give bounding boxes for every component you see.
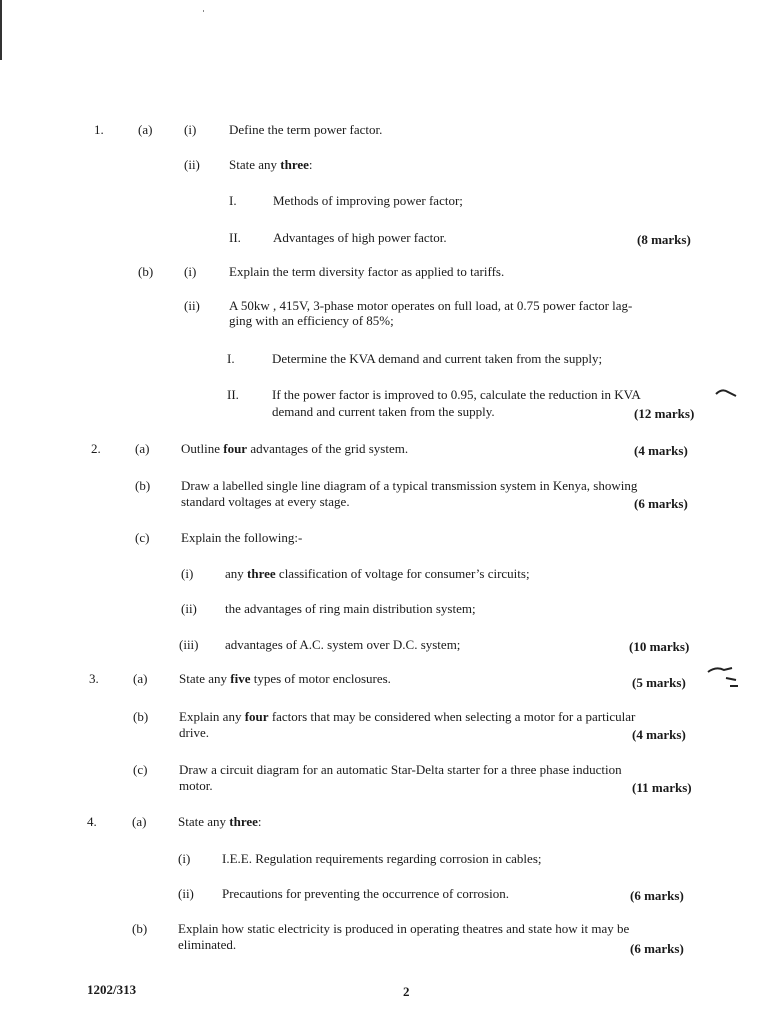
item-label: I. — [227, 351, 235, 366]
question-number: 1. — [94, 122, 104, 137]
marks-label: (8 marks) — [637, 232, 691, 247]
question-text: Explain the term diversity factor as applied to tariffs. — [229, 264, 505, 279]
marks-label: (11 marks) — [632, 780, 692, 795]
part-label: (b) — [133, 709, 149, 724]
marks-label: (4 marks) — [632, 727, 686, 742]
part-label: (c) — [133, 762, 148, 777]
subpart-label: (i) — [178, 851, 191, 866]
scan-speck — [203, 10, 204, 12]
subpart-label: (ii) — [184, 298, 200, 313]
question-text: Define the term power factor. — [229, 122, 383, 137]
marks-label: (4 marks) — [634, 443, 688, 458]
question-number: 2. — [91, 441, 101, 456]
question-text: State any five types of motor enclosures. — [179, 671, 391, 686]
paper-code: 1202/313 — [87, 982, 137, 997]
question-text: Methods of improving power factor; — [273, 193, 463, 208]
question-text: Advantages of high power factor. — [273, 230, 447, 245]
subpart-label: (ii) — [181, 601, 197, 616]
question-text: Precautions for preventing the occurrence of corrosion. — [222, 886, 509, 901]
subpart-label: (i) — [184, 122, 197, 137]
question-number: 3. — [89, 671, 99, 686]
item-label: II. — [227, 387, 239, 402]
subpart-label: (iii) — [179, 637, 199, 652]
question-text: Explain any four factors that may be considered when selecting a motor for a particular — [179, 709, 636, 724]
subpart-label: (i) — [184, 264, 197, 279]
question-text: Outline four advantages of the grid system. — [181, 441, 409, 456]
question-text: motor. — [179, 778, 213, 793]
question-text: A 50kw , 415V, 3-phase motor operates on full load, at 0.75 power factor lag- — [229, 298, 633, 313]
pen-mark — [714, 386, 740, 400]
question-text: eliminated. — [178, 937, 237, 952]
scan-edge-line — [0, 0, 2, 60]
question-text: Explain how static electricity is produced in operating theatres and state how it may be — [178, 921, 630, 936]
question-text: the advantages of ring main distribution system; — [225, 601, 476, 616]
part-label: (a) — [132, 814, 147, 829]
marks-label: (6 marks) — [630, 941, 684, 956]
part-label: (b) — [135, 478, 151, 493]
subpart-label: (i) — [181, 566, 194, 581]
pen-mark — [706, 664, 740, 690]
item-label: II. — [229, 230, 241, 245]
part-label: (a) — [133, 671, 148, 686]
question-text: Explain the following:- — [181, 530, 303, 545]
question-number: 4. — [87, 814, 97, 829]
page-number: 2 — [403, 984, 410, 999]
question-text: If the power factor is improved to 0.95, calculate the reduction in KVA — [272, 387, 641, 402]
part-label: (a) — [138, 122, 153, 137]
question-text: demand and current taken from the supply. — [272, 404, 495, 419]
question-text: Draw a labelled single line diagram of a typical transmission system in Kenya, showing — [181, 478, 638, 493]
item-label: I. — [229, 193, 237, 208]
question-text: standard voltages at every stage. — [181, 494, 350, 509]
marks-label: (5 marks) — [632, 675, 686, 690]
marks-label: (12 marks) — [634, 406, 695, 421]
part-label: (c) — [135, 530, 150, 545]
subpart-label: (ii) — [178, 886, 194, 901]
question-text: I.E.E. Regulation requirements regarding corrosion in cables; — [222, 851, 542, 866]
subpart-label: (ii) — [184, 157, 200, 172]
question-text: State any three: — [178, 814, 262, 829]
part-label: (b) — [132, 921, 148, 936]
question-text: advantages of A.C. system over D.C. system; — [225, 637, 461, 652]
part-label: (a) — [135, 441, 150, 456]
question-text: any three classification of voltage for consumer’s circuits; — [225, 566, 530, 581]
part-label: (b) — [138, 264, 154, 279]
marks-label: (6 marks) — [634, 496, 688, 511]
question-text: Determine the KVA demand and current taken from the supply; — [272, 351, 603, 366]
question-text: drive. — [179, 725, 209, 740]
question-text: ging with an efficiency of 85%; — [229, 313, 394, 328]
question-text: State any three: — [229, 157, 313, 172]
question-text: Draw a circuit diagram for an automatic Star-Delta starter for a three phase induction — [179, 762, 622, 777]
marks-label: (10 marks) — [629, 639, 690, 654]
marks-label: (6 marks) — [630, 888, 684, 903]
